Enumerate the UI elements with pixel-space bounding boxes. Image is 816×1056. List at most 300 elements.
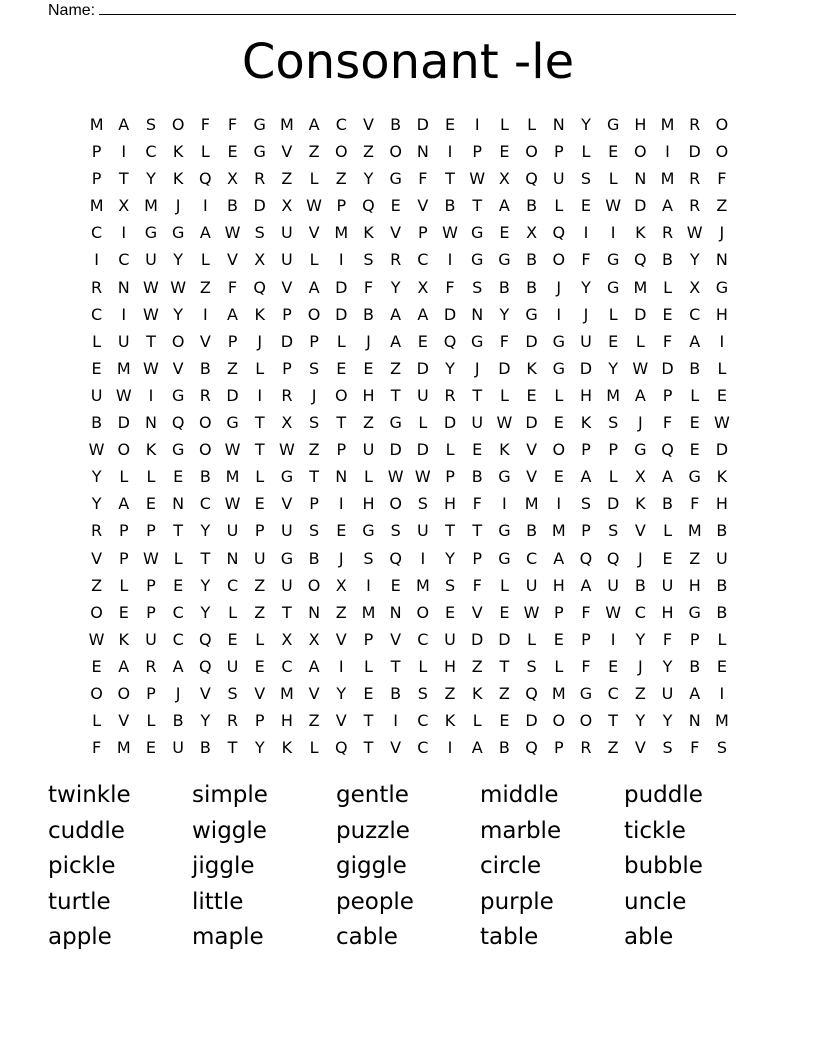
grid-cell[interactable]: U <box>525 575 538 595</box>
grid-cell[interactable]: C <box>417 711 429 731</box>
grid-cell[interactable]: S <box>145 115 157 134</box>
grid-cell[interactable]: J <box>637 548 643 568</box>
grid-cell[interactable]: L <box>255 467 265 487</box>
grid-cell[interactable]: V <box>281 494 293 514</box>
grid-cell[interactable]: C <box>118 250 130 270</box>
grid-cell[interactable]: Z <box>308 142 320 162</box>
grid-cell[interactable]: N <box>416 142 429 162</box>
grid-cell[interactable]: P <box>254 711 265 731</box>
grid-cell[interactable]: L <box>92 331 102 351</box>
grid-cell[interactable]: M <box>524 494 539 514</box>
grid-cell[interactable]: T <box>445 169 455 189</box>
grid-cell[interactable]: P <box>91 169 102 189</box>
grid-cell[interactable]: Y <box>689 250 700 270</box>
grid-cell[interactable]: J <box>556 277 562 297</box>
grid-cell[interactable]: E <box>390 575 401 595</box>
grid-cell[interactable]: B <box>526 521 538 541</box>
grid-cell[interactable]: U <box>90 385 103 405</box>
grid-cell[interactable]: M <box>89 196 104 216</box>
grid-cell[interactable]: B <box>662 250 674 270</box>
grid-cell[interactable]: Z <box>254 602 266 622</box>
grid-cell[interactable]: L <box>119 467 129 487</box>
grid-cell[interactable]: B <box>716 521 728 541</box>
grid-cell[interactable]: U <box>226 656 239 676</box>
grid-cell[interactable]: C <box>145 142 157 162</box>
grid-cell[interactable]: K <box>580 413 592 433</box>
grid-cell[interactable]: U <box>661 575 674 595</box>
grid-cell[interactable]: J <box>175 683 181 703</box>
grid-cell[interactable]: T <box>173 521 184 541</box>
grid-cell[interactable]: M <box>144 196 158 216</box>
grid-cell[interactable]: P <box>581 440 591 460</box>
grid-cell[interactable]: R <box>689 115 701 134</box>
grid-cell[interactable]: Q <box>525 169 538 189</box>
grid-cell[interactable]: F <box>690 494 700 514</box>
grid-cell[interactable]: Z <box>444 683 456 703</box>
grid-cell[interactable]: A <box>118 656 130 676</box>
grid-cell[interactable]: L <box>554 656 564 676</box>
grid-cell[interactable]: A <box>118 494 130 514</box>
grid-cell[interactable]: C <box>91 223 103 243</box>
grid-cell[interactable]: G <box>362 521 375 541</box>
grid-cell[interactable]: V <box>281 277 293 297</box>
grid-cell[interactable]: V <box>281 142 293 162</box>
grid-cell[interactable]: M <box>89 115 104 134</box>
grid-cell[interactable]: G <box>226 413 239 433</box>
grid-cell[interactable]: O <box>389 142 402 162</box>
grid-cell[interactable]: I <box>447 738 453 758</box>
grid-cell[interactable]: Y <box>146 169 156 189</box>
grid-cell[interactable]: Z <box>227 358 239 378</box>
grid-cell[interactable]: N <box>715 250 728 270</box>
grid-cell[interactable]: B <box>362 304 374 324</box>
grid-cell[interactable]: F <box>499 331 509 351</box>
grid-cell[interactable]: T <box>499 656 510 676</box>
grid-cell[interactable]: U <box>661 683 674 703</box>
grid-cell[interactable]: E <box>390 196 401 216</box>
grid-cell[interactable]: G <box>606 250 620 270</box>
grid-cell[interactable]: E <box>553 629 564 649</box>
grid-cell[interactable]: P <box>309 494 319 514</box>
grid-cell[interactable]: N <box>144 413 157 433</box>
grid-cell[interactable]: Y <box>336 683 347 703</box>
grid-cell[interactable]: L <box>690 385 700 405</box>
grid-cell[interactable]: B <box>526 196 538 216</box>
grid-cell[interactable]: E <box>608 142 619 162</box>
grid-cell[interactable]: N <box>389 602 402 622</box>
grid-cell[interactable]: X <box>498 169 510 189</box>
grid-cell[interactable]: J <box>338 548 344 568</box>
grid-cell[interactable]: C <box>199 494 211 514</box>
grid-cell[interactable]: K <box>716 467 728 487</box>
grid-cell[interactable]: T <box>254 413 265 433</box>
grid-cell[interactable]: B <box>689 656 701 676</box>
grid-cell[interactable]: O <box>389 494 402 514</box>
grid-cell[interactable]: X <box>634 467 646 487</box>
grid-cell[interactable]: V <box>417 196 429 216</box>
grid-cell[interactable]: V <box>390 629 402 649</box>
grid-cell[interactable]: M <box>361 602 376 622</box>
grid-cell[interactable]: W <box>605 196 622 216</box>
grid-cell[interactable]: P <box>254 521 265 541</box>
grid-cell[interactable]: D <box>688 142 701 162</box>
grid-cell[interactable]: W <box>713 413 730 433</box>
grid-cell[interactable]: A <box>118 115 130 134</box>
grid-cell[interactable]: A <box>689 683 701 703</box>
grid-cell[interactable]: A <box>308 115 320 134</box>
grid-cell[interactable]: O <box>579 711 593 731</box>
grid-cell[interactable]: Y <box>363 169 374 189</box>
grid-cell[interactable]: V <box>335 711 347 731</box>
grid-cell[interactable]: P <box>282 358 292 378</box>
grid-cell[interactable]: U <box>281 223 293 243</box>
grid-cell[interactable]: H <box>444 656 457 676</box>
grid-cell[interactable]: H <box>688 575 701 595</box>
grid-cell[interactable]: O <box>552 711 566 731</box>
grid-cell[interactable]: L <box>173 548 183 568</box>
grid-cell[interactable]: D <box>525 331 538 351</box>
grid-cell[interactable]: Q <box>661 440 674 460</box>
grid-cell[interactable]: U <box>416 521 429 541</box>
grid-cell[interactable]: O <box>90 683 103 703</box>
grid-cell[interactable]: T <box>254 440 265 460</box>
grid-cell[interactable]: E <box>553 413 564 433</box>
grid-cell[interactable]: K <box>635 494 646 514</box>
grid-cell[interactable]: L <box>309 250 319 270</box>
grid-cell[interactable]: Q <box>253 277 267 297</box>
grid-cell[interactable]: H <box>661 602 674 622</box>
grid-cell[interactable]: T <box>390 656 401 676</box>
grid-cell[interactable]: B <box>471 467 483 487</box>
grid-cell[interactable]: F <box>472 575 482 595</box>
grid-cell[interactable]: L <box>717 358 727 378</box>
grid-cell[interactable]: E <box>553 467 564 487</box>
grid-cell[interactable]: N <box>172 494 185 514</box>
grid-cell[interactable]: P <box>689 629 700 649</box>
grid-cell[interactable]: Q <box>525 683 538 703</box>
grid-cell[interactable]: F <box>581 656 591 676</box>
grid-cell[interactable]: W <box>224 494 241 514</box>
grid-cell[interactable]: L <box>309 169 319 189</box>
grid-cell[interactable]: P <box>336 196 347 216</box>
grid-cell[interactable]: L <box>663 521 672 541</box>
grid-cell[interactable]: D <box>606 494 620 514</box>
grid-cell[interactable]: O <box>199 413 212 433</box>
grid-cell[interactable]: H <box>362 385 375 405</box>
grid-cell[interactable]: I <box>338 250 344 270</box>
grid-cell[interactable]: L <box>717 629 727 649</box>
grid-cell[interactable]: D <box>715 440 729 460</box>
grid-cell[interactable]: W <box>496 413 513 433</box>
grid-cell[interactable]: M <box>551 521 566 541</box>
grid-cell[interactable]: E <box>145 494 157 514</box>
grid-cell[interactable]: M <box>415 575 430 595</box>
grid-cell[interactable]: O <box>307 304 321 324</box>
grid-cell[interactable]: O <box>552 250 566 270</box>
grid-cell[interactable]: Y <box>200 575 211 595</box>
grid-cell[interactable]: B <box>662 494 674 514</box>
grid-cell[interactable]: J <box>257 331 263 351</box>
grid-cell[interactable]: W <box>115 385 132 405</box>
grid-cell[interactable]: S <box>444 575 456 595</box>
grid-cell[interactable]: N <box>335 467 348 487</box>
grid-cell[interactable]: E <box>336 358 347 378</box>
grid-cell[interactable]: Z <box>390 358 402 378</box>
grid-cell[interactable]: O <box>334 385 348 405</box>
grid-cell[interactable]: X <box>526 223 538 243</box>
grid-cell[interactable]: X <box>281 413 293 433</box>
grid-cell[interactable]: Z <box>308 440 320 460</box>
grid-cell[interactable]: Y <box>635 629 646 649</box>
grid-cell[interactable]: T <box>200 548 211 568</box>
grid-cell[interactable]: C <box>417 629 429 649</box>
grid-cell[interactable]: M <box>715 711 729 731</box>
grid-cell[interactable]: G <box>688 467 701 487</box>
grid-cell[interactable]: R <box>580 738 592 758</box>
grid-cell[interactable]: L <box>663 277 672 297</box>
grid-cell[interactable]: E <box>689 440 700 460</box>
grid-cell[interactable]: G <box>171 440 185 460</box>
grid-cell[interactable]: B <box>199 467 211 487</box>
grid-cell[interactable]: W <box>224 440 241 460</box>
grid-cell[interactable]: J <box>175 196 181 216</box>
grid-cell[interactable]: B <box>390 115 402 134</box>
grid-cell[interactable]: A <box>390 331 402 351</box>
grid-cell[interactable]: P <box>553 142 564 162</box>
grid-cell[interactable]: L <box>119 575 129 595</box>
grid-cell[interactable]: Q <box>634 250 647 270</box>
grid-cell[interactable]: E <box>499 142 510 162</box>
grid-cell[interactable]: D <box>498 629 511 649</box>
grid-cell[interactable]: G <box>498 467 511 487</box>
grid-cell[interactable]: Z <box>335 169 347 189</box>
grid-cell[interactable]: N <box>688 711 701 731</box>
grid-cell[interactable]: F <box>472 494 482 514</box>
grid-cell[interactable]: B <box>199 358 211 378</box>
grid-cell[interactable]: U <box>471 413 484 433</box>
grid-cell[interactable]: G <box>498 250 511 270</box>
grid-cell[interactable]: Q <box>606 548 620 568</box>
grid-cell[interactable]: L <box>336 331 346 351</box>
grid-cell[interactable]: V <box>227 250 238 270</box>
grid-cell[interactable]: F <box>717 169 727 189</box>
grid-cell[interactable]: L <box>608 304 618 324</box>
grid-cell[interactable]: D <box>416 440 429 460</box>
grid-cell[interactable]: A <box>662 196 673 216</box>
grid-cell[interactable]: D <box>661 358 674 378</box>
grid-cell[interactable]: B <box>498 277 510 297</box>
grid-cell[interactable]: P <box>553 738 564 758</box>
grid-cell[interactable]: V <box>91 548 103 568</box>
grid-cell[interactable]: L <box>581 142 591 162</box>
grid-cell[interactable]: A <box>580 467 592 487</box>
grid-cell[interactable]: V <box>390 223 402 243</box>
grid-cell[interactable]: W <box>523 602 540 622</box>
grid-cell[interactable]: V <box>471 602 483 622</box>
grid-cell[interactable]: V <box>526 440 538 460</box>
grid-cell[interactable]: O <box>525 142 538 162</box>
grid-cell[interactable]: S <box>526 656 537 676</box>
grid-cell[interactable]: O <box>715 142 729 162</box>
grid-cell[interactable]: O <box>552 440 566 460</box>
grid-cell[interactable]: I <box>719 331 725 351</box>
grid-cell[interactable]: M <box>280 683 294 703</box>
grid-cell[interactable]: Q <box>199 169 212 189</box>
grid-cell[interactable]: E <box>91 656 102 676</box>
grid-cell[interactable]: B <box>199 738 211 758</box>
grid-cell[interactable]: P <box>662 385 673 405</box>
grid-cell[interactable]: P <box>118 521 129 541</box>
grid-cell[interactable]: L <box>92 711 102 731</box>
grid-cell[interactable]: Y <box>200 521 211 541</box>
grid-cell[interactable]: D <box>335 304 348 324</box>
grid-cell[interactable]: B <box>91 413 103 433</box>
grid-cell[interactable]: P <box>146 683 156 703</box>
grid-cell[interactable]: E <box>254 656 265 676</box>
grid-cell[interactable]: G <box>606 277 620 297</box>
grid-cell[interactable]: R <box>689 196 701 216</box>
grid-cell[interactable]: T <box>118 169 129 189</box>
grid-cell[interactable]: U <box>607 575 620 595</box>
grid-cell[interactable]: D <box>471 629 484 649</box>
grid-cell[interactable]: K <box>526 358 537 378</box>
grid-cell[interactable]: D <box>634 304 647 324</box>
grid-cell[interactable]: T <box>472 521 483 541</box>
grid-cell[interactable]: E <box>499 711 510 731</box>
grid-cell[interactable]: B <box>227 196 239 216</box>
grid-cell[interactable]: R <box>226 711 239 731</box>
grid-cell[interactable]: W <box>686 223 703 243</box>
grid-cell[interactable]: G <box>280 548 294 568</box>
grid-cell[interactable]: F <box>581 250 591 270</box>
grid-cell[interactable]: A <box>227 304 238 324</box>
grid-cell[interactable]: W <box>143 358 159 378</box>
grid-cell[interactable]: L <box>309 738 319 758</box>
grid-cell[interactable]: C <box>91 304 103 324</box>
grid-cell[interactable]: B <box>716 575 728 595</box>
grid-cell[interactable]: B <box>689 358 701 378</box>
grid-cell[interactable]: L <box>364 656 373 676</box>
grid-cell[interactable]: Y <box>200 711 211 731</box>
grid-cell[interactable]: O <box>117 440 131 460</box>
grid-cell[interactable]: X <box>254 250 266 270</box>
grid-cell[interactable]: Y <box>173 304 184 324</box>
grid-cell[interactable]: Q <box>443 331 457 351</box>
grid-cell[interactable]: A <box>471 738 483 758</box>
grid-cell[interactable]: C <box>607 683 619 703</box>
grid-cell[interactable]: S <box>716 738 727 758</box>
grid-cell[interactable]: M <box>225 467 240 487</box>
grid-cell[interactable]: Z <box>254 575 266 595</box>
grid-cell[interactable]: G <box>389 169 402 189</box>
grid-cell[interactable]: L <box>418 656 428 676</box>
grid-cell[interactable]: L <box>608 169 618 189</box>
grid-cell[interactable]: I <box>719 683 725 703</box>
grid-cell[interactable]: Z <box>471 656 483 676</box>
grid-cell[interactable]: F <box>690 738 700 758</box>
grid-cell[interactable]: Z <box>634 683 646 703</box>
grid-cell[interactable]: X <box>417 277 429 297</box>
grid-cell[interactable]: Z <box>362 413 374 433</box>
grid-cell[interactable]: V <box>526 467 538 487</box>
grid-cell[interactable]: F <box>662 331 673 351</box>
grid-cell[interactable]: E <box>444 602 456 622</box>
grid-cell[interactable]: D <box>525 711 538 731</box>
grid-cell[interactable]: G <box>171 385 185 405</box>
grid-cell[interactable]: D <box>253 196 266 216</box>
grid-cell[interactable]: U <box>117 331 130 351</box>
grid-cell[interactable]: I <box>610 223 616 243</box>
grid-cell[interactable]: Y <box>635 711 646 731</box>
grid-cell[interactable]: P <box>581 521 591 541</box>
grid-cell[interactable]: W <box>143 548 159 568</box>
grid-cell[interactable]: J <box>637 656 643 676</box>
grid-cell[interactable]: K <box>444 711 456 731</box>
grid-cell[interactable]: E <box>662 548 673 568</box>
grid-cell[interactable]: I <box>447 250 453 270</box>
grid-cell[interactable]: I <box>447 142 453 162</box>
grid-cell[interactable]: U <box>172 738 185 758</box>
grid-cell[interactable]: G <box>688 602 701 622</box>
grid-cell[interactable]: T <box>146 331 156 351</box>
grid-cell[interactable]: K <box>363 223 374 243</box>
grid-cell[interactable]: I <box>665 142 670 162</box>
grid-cell[interactable]: F <box>91 738 102 758</box>
grid-cell[interactable]: E <box>227 629 238 649</box>
grid-cell[interactable]: L <box>200 250 210 270</box>
grid-cell[interactable]: D <box>498 358 511 378</box>
grid-cell[interactable]: H <box>579 385 592 405</box>
grid-cell[interactable]: N <box>552 115 565 134</box>
grid-cell[interactable]: F <box>662 413 673 433</box>
grid-cell[interactable]: W <box>88 629 105 649</box>
grid-cell[interactable]: V <box>254 683 266 703</box>
grid-cell[interactable]: A <box>199 223 211 243</box>
grid-cell[interactable]: L <box>418 413 428 433</box>
grid-cell[interactable]: T <box>472 196 483 216</box>
grid-cell[interactable]: C <box>417 250 429 270</box>
grid-cell[interactable]: R <box>145 656 157 676</box>
grid-cell[interactable]: E <box>662 304 673 324</box>
grid-cell[interactable]: W <box>170 277 187 297</box>
grid-cell[interactable]: M <box>660 115 675 134</box>
grid-cell[interactable]: Y <box>662 656 673 676</box>
grid-cell[interactable]: G <box>280 467 294 487</box>
grid-cell[interactable]: G <box>471 331 484 351</box>
grid-cell[interactable]: G <box>253 115 266 134</box>
grid-cell[interactable]: O <box>307 575 321 595</box>
grid-cell[interactable]: G <box>552 331 565 351</box>
grid-cell[interactable]: L <box>527 629 537 649</box>
grid-cell[interactable]: T <box>309 467 319 487</box>
grid-cell[interactable]: I <box>610 629 616 649</box>
grid-cell[interactable]: T <box>445 521 455 541</box>
grid-cell[interactable]: X <box>281 196 293 216</box>
grid-cell[interactable]: X <box>335 575 347 595</box>
grid-cell[interactable]: F <box>662 629 673 649</box>
grid-cell[interactable]: V <box>390 738 402 758</box>
grid-cell[interactable]: S <box>580 169 592 189</box>
grid-cell[interactable]: N <box>471 304 484 324</box>
grid-cell[interactable]: B <box>498 738 510 758</box>
grid-cell[interactable]: Y <box>608 358 619 378</box>
grid-cell[interactable]: A <box>172 656 184 676</box>
grid-cell[interactable]: U <box>580 331 592 351</box>
grid-cell[interactable]: E <box>417 331 428 351</box>
grid-cell[interactable]: B <box>390 683 402 703</box>
grid-cell[interactable]: K <box>254 304 265 324</box>
grid-cell[interactable]: N <box>117 277 130 297</box>
